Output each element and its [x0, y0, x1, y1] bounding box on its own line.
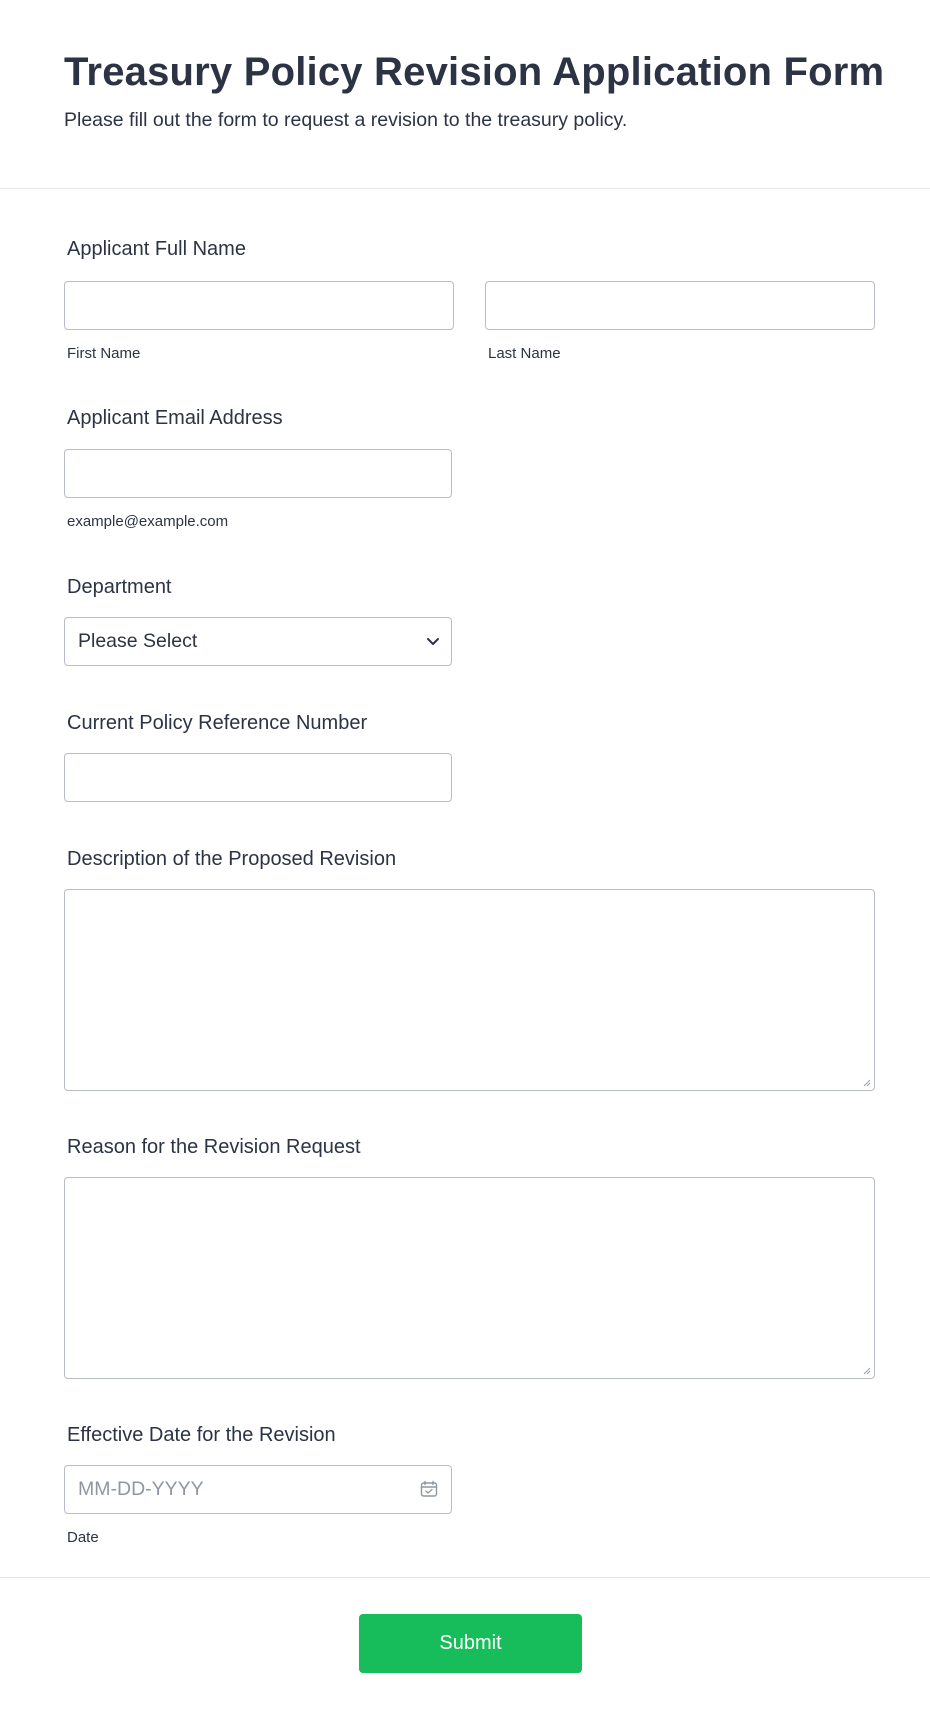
form-header	[0, 0, 930, 189]
department-select[interactable]	[64, 617, 452, 666]
footer-divider	[0, 1577, 930, 1578]
form-title: Treasury Policy Revision Application Form	[64, 50, 885, 94]
first-name-sublabel: First Name	[67, 345, 141, 362]
submit-button[interactable]: Submit	[359, 1614, 582, 1673]
date-sublabel: Date	[67, 1529, 99, 1546]
policy-ref-input[interactable]	[64, 753, 452, 802]
policy-ref-label: Current Policy Reference Number	[67, 712, 368, 734]
resize-grip-icon[interactable]	[861, 1365, 871, 1375]
effective-date-label: Effective Date for the Revision	[67, 1424, 336, 1446]
effective-date-input[interactable]	[64, 1465, 452, 1514]
first-name-input[interactable]	[64, 281, 454, 330]
email-label: Applicant Email Address	[67, 407, 283, 429]
date-placeholder: MM-DD-YYYY	[78, 1478, 204, 1500]
resize-grip-icon[interactable]	[861, 1077, 871, 1087]
form-subtitle: Please fill out the form to request a revision to the treasury policy.	[64, 109, 628, 131]
email-input[interactable]	[64, 449, 452, 498]
department-label: Department	[67, 576, 172, 598]
last-name-sublabel: Last Name	[488, 345, 561, 362]
description-label: Description of the Proposed Revision	[67, 848, 397, 870]
department-selected-value: Please Select	[78, 630, 198, 652]
reason-textarea[interactable]	[64, 1177, 875, 1379]
calendar-icon[interactable]	[419, 1479, 439, 1499]
chevron-down-icon	[425, 633, 441, 649]
email-sublabel: example@example.com	[67, 513, 229, 530]
description-textarea[interactable]	[64, 889, 875, 1091]
last-name-input[interactable]	[485, 281, 875, 330]
full-name-label: Applicant Full Name	[67, 238, 246, 260]
reason-label: Reason for the Revision Request	[67, 1136, 361, 1158]
